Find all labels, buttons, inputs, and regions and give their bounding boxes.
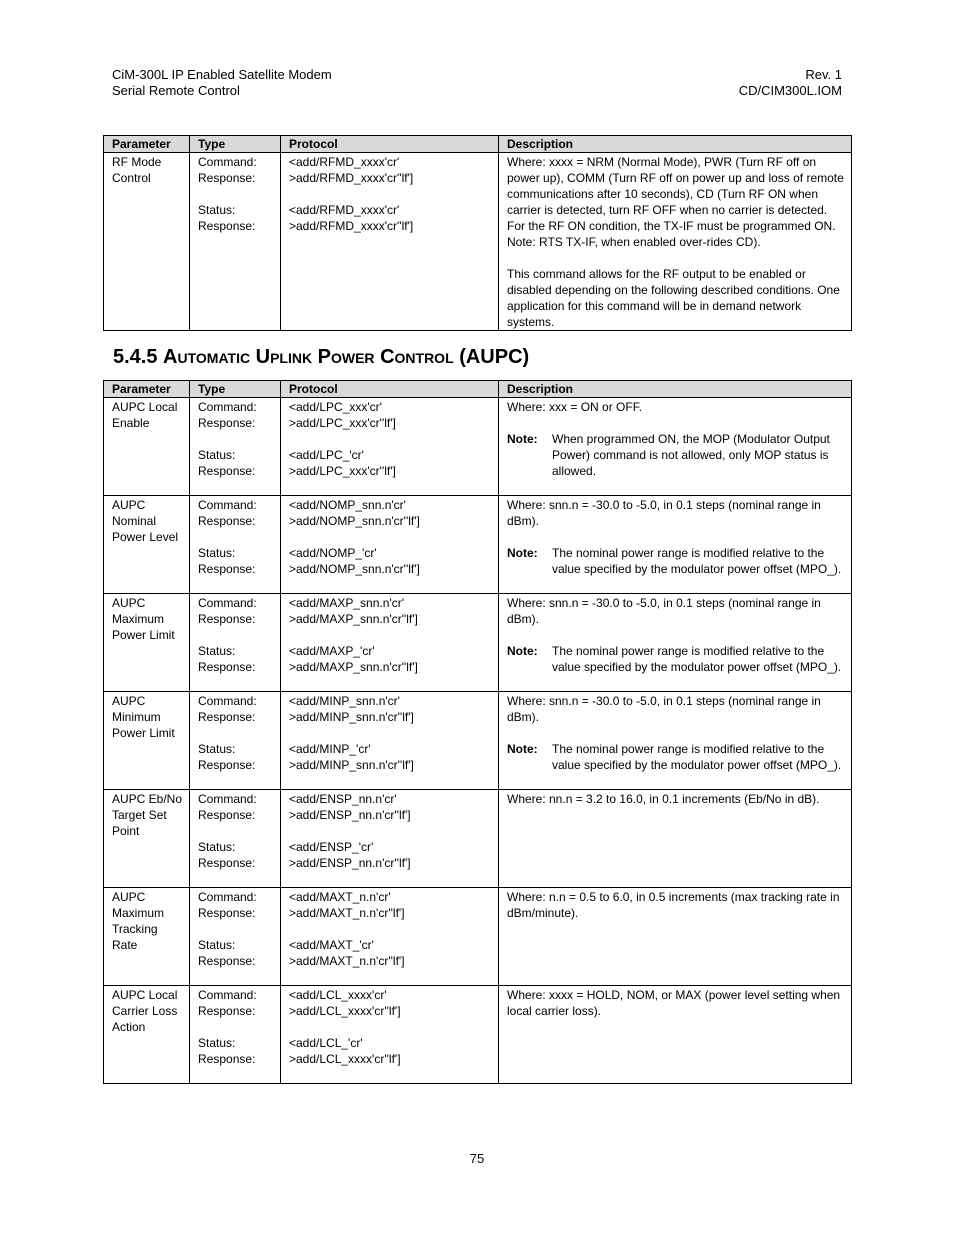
protocol-line: >add/MAXP_snn.n'cr''lf']: [289, 612, 418, 626]
rf-mode-table: [103, 135, 852, 331]
running-header-right: [739, 67, 842, 99]
type-line: Response:: [198, 562, 256, 576]
type-line: Status:: [198, 448, 236, 462]
type-cell: [190, 398, 281, 496]
protocol-line: <add/MAXP_'cr': [289, 644, 375, 658]
doc-number: CD/CIM300L.IOM: [738, 83, 842, 98]
section-title: Automatic Uplink Power Control: [163, 346, 454, 368]
doc-title: CiM-300L IP Enabled Satellite Modem: [112, 67, 332, 82]
type-line: [198, 186, 276, 202]
type-cell: [190, 692, 281, 790]
note-block: [507, 431, 847, 479]
protocol-line: >add/ENSP_nn.n'cr''lf']: [289, 808, 411, 822]
protocol-line: <add/MAXP_snn.n'cr': [289, 596, 404, 610]
type-line: Response:: [198, 1004, 256, 1018]
doc-subtitle: Serial Remote Control: [112, 83, 240, 98]
parameter-cell: AUPC Maximum Power Limit: [104, 594, 190, 692]
protocol-line: [289, 823, 494, 839]
description-cell: [499, 986, 852, 1084]
protocol-cell: [281, 398, 499, 496]
protocol-line: <add/NOMP_'cr': [289, 546, 377, 560]
protocol-cell: [281, 594, 499, 692]
parameter-cell: AUPC Local Enable: [104, 398, 190, 496]
section-abbr: (AUPC): [459, 346, 530, 368]
type-line: Response:: [198, 219, 256, 233]
type-line: Command:: [198, 155, 257, 169]
col-header-type: Type: [190, 381, 281, 398]
type-line: Status:: [198, 644, 236, 658]
type-line: [198, 725, 276, 741]
table-row: [104, 496, 852, 594]
protocol-line: [289, 921, 494, 937]
protocol-line: <add/LPC_'cr': [289, 448, 364, 462]
description-text: Where: snn.n = -30.0 to -5.0, in 0.1 steps (nominal range in dBm).: [507, 498, 821, 528]
description-text: Where: snn.n = -30.0 to -5.0, in 0.1 steps (nominal range in dBm).: [507, 596, 821, 626]
running-header-left: [112, 67, 332, 99]
type-line: Response:: [198, 906, 256, 920]
note-block: [507, 545, 847, 577]
type-line: [198, 431, 276, 447]
parameter-cell: AUPC Nominal Power Level: [104, 496, 190, 594]
table-row: [104, 986, 852, 1084]
table-row: [104, 594, 852, 692]
parameter-cell: AUPC Minimum Power Limit: [104, 692, 190, 790]
spacer: [507, 415, 847, 431]
type-line: Status:: [198, 203, 236, 217]
type-line: Response:: [198, 464, 256, 478]
description-cell: [499, 594, 852, 692]
type-line: Response:: [198, 171, 256, 185]
description-text: Where: n.n = 0.5 to 6.0, in 0.5 increments (max tracking rate in dBm/minute).: [507, 890, 840, 920]
protocol-line: >add/MAXT_n.n'cr''lf']: [289, 906, 405, 920]
type-line: [198, 627, 276, 643]
parameter-cell: AUPC Local Carrier Loss Action: [104, 986, 190, 1084]
col-header-description: Description: [499, 381, 852, 398]
doc-revision: Rev. 1: [805, 67, 842, 82]
spacer: [507, 627, 847, 643]
protocol-line: [289, 529, 494, 545]
note-text: The nominal power range is modified relative to the value specified by the modulator power offset (MPO_).: [552, 546, 842, 576]
note-block: [507, 741, 847, 773]
type-line: Command:: [198, 498, 257, 512]
parameter-cell: AUPC Eb/No Target Set Point: [104, 790, 190, 888]
protocol-line: [289, 186, 494, 202]
aupc-table: [103, 380, 852, 1084]
col-header-protocol: Protocol: [281, 136, 499, 153]
protocol-line: <add/LCL_xxxx'cr': [289, 988, 387, 1002]
type-line: Response:: [198, 954, 256, 968]
protocol-cell: [281, 790, 499, 888]
protocol-cell: [281, 986, 499, 1084]
protocol-line: >add/ENSP_nn.n'cr''lf']: [289, 856, 411, 870]
parameter-cell: RF Mode Control: [104, 153, 190, 331]
protocol-cell: [281, 692, 499, 790]
spacer: [507, 250, 847, 266]
protocol-line: >add/MINP_snn.n'cr''lf']: [289, 710, 414, 724]
description-cell: [499, 398, 852, 496]
type-cell: [190, 594, 281, 692]
type-line: Status:: [198, 840, 236, 854]
type-cell: [190, 888, 281, 986]
type-line: Status:: [198, 938, 236, 952]
type-line: Command:: [198, 596, 257, 610]
description-cell: [499, 692, 852, 790]
protocol-line: >add/LCL_xxxx'cr''lf']: [289, 1004, 401, 1018]
description-text-extra: This command allows for the RF output to be enabled or disabled depending on the following described conditions. One application for this command will be in demand network systems.: [507, 267, 840, 329]
description-cell: [499, 153, 852, 331]
protocol-line: <add/RFMD_xxxx'cr': [289, 203, 400, 217]
table-header-row: [104, 381, 852, 398]
protocol-line: <add/ENSP_'cr': [289, 840, 374, 854]
description-text: Where: xxxx = NRM (Normal Mode), PWR (Turn RF off on power up), COMM (Turn RF off on power up and loss of remote communications after 10 seconds), CD (Turn RF ON when carrier is detected, turn RF OFF when no carrier is detected. For the RF ON condition, the TX-IF must be programmed ON. Note: RTS TX-IF, when enabled over-rides CD).: [507, 155, 844, 249]
protocol-cell: [281, 888, 499, 986]
parameter-cell: AUPC Maximum Tracking Rate: [104, 888, 190, 986]
col-header-parameter: Parameter: [104, 136, 190, 153]
protocol-line: >add/LPC_xxx'cr''lf']: [289, 416, 396, 430]
protocol-line: <add/RFMD_xxxx'cr': [289, 155, 400, 169]
col-header-type: Type: [190, 136, 281, 153]
description-cell: [499, 496, 852, 594]
protocol-line: <add/LCL_'cr': [289, 1036, 363, 1050]
protocol-line: >add/MAXP_snn.n'cr''lf']: [289, 660, 418, 674]
description-text: Where: xxx = ON or OFF.: [507, 400, 643, 414]
protocol-line: <add/NOMP_snn.n'cr': [289, 498, 406, 512]
type-line: [198, 529, 276, 545]
type-line: Response:: [198, 758, 256, 772]
type-line: Command:: [198, 890, 257, 904]
col-header-parameter: Parameter: [104, 381, 190, 398]
type-line: Response:: [198, 808, 256, 822]
section-heading: [113, 344, 529, 370]
protocol-line: [289, 627, 494, 643]
note-text: When programmed ON, the MOP (Modulator Output Power) command is not allowed, only MOP status is allowed.: [552, 432, 830, 478]
table-row: [104, 888, 852, 986]
protocol-cell: [281, 496, 499, 594]
protocol-line: <add/LPC_xxx'cr': [289, 400, 382, 414]
description-cell: [499, 888, 852, 986]
type-line: [198, 921, 276, 937]
type-line: Response:: [198, 660, 256, 674]
type-line: Status:: [198, 1036, 236, 1050]
col-header-protocol: Protocol: [281, 381, 499, 398]
type-line: Response:: [198, 416, 256, 430]
spacer: [507, 529, 847, 545]
type-line: Response:: [198, 514, 256, 528]
protocol-cell: [281, 153, 499, 331]
note-label: Note:: [507, 432, 538, 446]
protocol-line: >add/RFMD_xxxx'cr''lf']: [289, 219, 414, 233]
type-line: Response:: [198, 856, 256, 870]
type-line: Response:: [198, 710, 256, 724]
note-label: Note:: [507, 644, 538, 658]
type-line: Response:: [198, 612, 256, 626]
protocol-line: <add/MAXT_n.n'cr': [289, 890, 391, 904]
type-line: Command:: [198, 988, 257, 1002]
type-line: Command:: [198, 400, 257, 414]
col-header-description: Description: [499, 136, 852, 153]
protocol-line: >add/LPC_xxx'cr''lf']: [289, 464, 396, 478]
protocol-line: <add/MINP_snn.n'cr': [289, 694, 400, 708]
note-text: The nominal power range is modified relative to the value specified by the modulator power offset (MPO_).: [552, 742, 842, 772]
table-row: [104, 153, 852, 331]
protocol-line: [289, 725, 494, 741]
protocol-line: [289, 431, 494, 447]
description-text: Where: xxxx = HOLD, NOM, or MAX (power level setting when local carrier loss).: [507, 988, 841, 1018]
type-line: Command:: [198, 792, 257, 806]
protocol-line: >add/MAXT_n.n'cr''lf']: [289, 954, 405, 968]
table-header-row: [104, 136, 852, 153]
protocol-line: [289, 1019, 494, 1035]
spacer: [507, 725, 847, 741]
type-cell: [190, 986, 281, 1084]
table-row: [104, 398, 852, 496]
type-cell: [190, 790, 281, 888]
section-number: 5.4.5: [113, 346, 158, 368]
page-number: 75: [469, 1151, 485, 1166]
table-row: [104, 790, 852, 888]
description-cell: [499, 790, 852, 888]
type-line: Command:: [198, 694, 257, 708]
note-label: Note:: [507, 742, 538, 756]
type-cell: [190, 153, 281, 331]
description-text: Where: nn.n = 3.2 to 16.0, in 0.1 increments (Eb/No in dB).: [507, 792, 820, 806]
type-line: Response:: [198, 1052, 256, 1066]
protocol-line: >add/NOMP_snn.n'cr''lf']: [289, 514, 420, 528]
table-row: [104, 692, 852, 790]
description-text: Where: snn.n = -30.0 to -5.0, in 0.1 steps (nominal range in dBm).: [507, 694, 821, 724]
protocol-line: >add/MINP_snn.n'cr''lf']: [289, 758, 414, 772]
type-line: [198, 823, 276, 839]
type-cell: [190, 496, 281, 594]
note-text: The nominal power range is modified relative to the value specified by the modulator power offset (MPO_).: [552, 644, 842, 674]
type-line: [198, 1019, 276, 1035]
protocol-line: >add/RFMD_xxxx'cr''lf']: [289, 171, 414, 185]
protocol-line: >add/NOMP_snn.n'cr''lf']: [289, 562, 420, 576]
type-line: Status:: [198, 742, 236, 756]
protocol-line: <add/MAXT_'cr': [289, 938, 374, 952]
note-label: Note:: [507, 546, 538, 560]
protocol-line: <add/MINP_'cr': [289, 742, 371, 756]
type-line: Status:: [198, 546, 236, 560]
protocol-line: <add/ENSP_nn.n'cr': [289, 792, 397, 806]
protocol-line: >add/LCL_xxxx'cr''lf']: [289, 1052, 401, 1066]
note-block: [507, 643, 847, 675]
